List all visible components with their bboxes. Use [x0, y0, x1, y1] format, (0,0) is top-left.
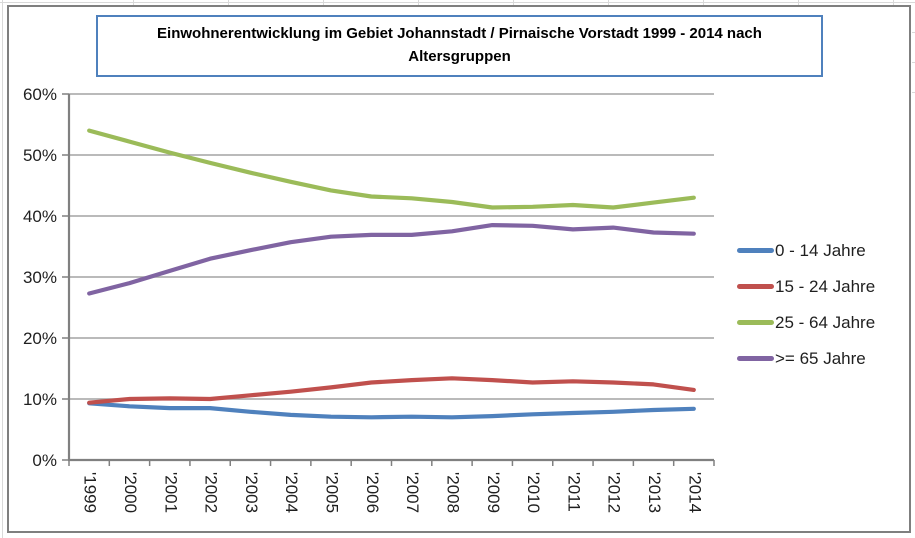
legend-line-swatch-icon: [737, 356, 774, 361]
x-tick-label: '2006: [362, 472, 382, 514]
x-tick-label: '2009: [483, 472, 503, 514]
y-tick-label: 20%: [22, 329, 57, 348]
legend-label: 25 - 64 Jahre: [775, 312, 876, 332]
x-tick-label: '2010: [524, 472, 544, 514]
legend-item-0-14-jahre[interactable]: [737, 239, 875, 262]
y-tick-label: 10%: [22, 390, 57, 409]
chart-title-line2: Altersgruppen: [408, 48, 511, 65]
legend-line-swatch-icon: [737, 248, 774, 253]
legend-label: 15 - 24 Jahre: [775, 276, 876, 296]
legend-item-25-64-jahre[interactable]: [737, 311, 875, 334]
chart-title[interactable]: [96, 15, 823, 77]
x-tick-label: '2001: [161, 472, 181, 514]
legend-line-swatch-icon: [737, 320, 774, 325]
x-tick-label: '2005: [322, 472, 342, 514]
x-tick-label: '2003: [241, 472, 261, 514]
x-tick-label: '2011: [564, 472, 584, 512]
x-tick-label: '2004: [282, 472, 302, 514]
legend-line-swatch-icon: [737, 284, 774, 289]
y-tick-label: 40%: [22, 207, 57, 226]
legend-item-15-24-jahre[interactable]: [737, 275, 875, 298]
legend-label: 0 - 14 Jahre: [775, 240, 866, 260]
chart-title-line1: Einwohnerentwicklung im Gebiet Johannstadt / Pirnaische Vorstadt 1999 - 2014 nach: [157, 25, 762, 42]
x-tick-label: '2007: [403, 472, 423, 514]
x-tick-label: '2013: [645, 472, 664, 514]
chart-legend: [737, 239, 875, 370]
x-tick-label: '2008: [443, 472, 463, 514]
x-tick-label: '1999: [80, 472, 100, 514]
legend-label: >= 65 Jahre: [775, 348, 866, 368]
x-tick-label: '2012: [604, 472, 624, 514]
x-tick-label: '2014: [685, 472, 705, 514]
y-tick-label: 50%: [22, 146, 57, 165]
y-tick-label: 60%: [22, 85, 57, 104]
x-tick-label: '2002: [201, 472, 221, 514]
y-tick-label: 30%: [22, 268, 57, 287]
legend-item-65-jahre[interactable]: [737, 347, 875, 370]
y-tick-label: 0%: [32, 451, 57, 470]
x-tick-label: '2000: [121, 472, 140, 514]
